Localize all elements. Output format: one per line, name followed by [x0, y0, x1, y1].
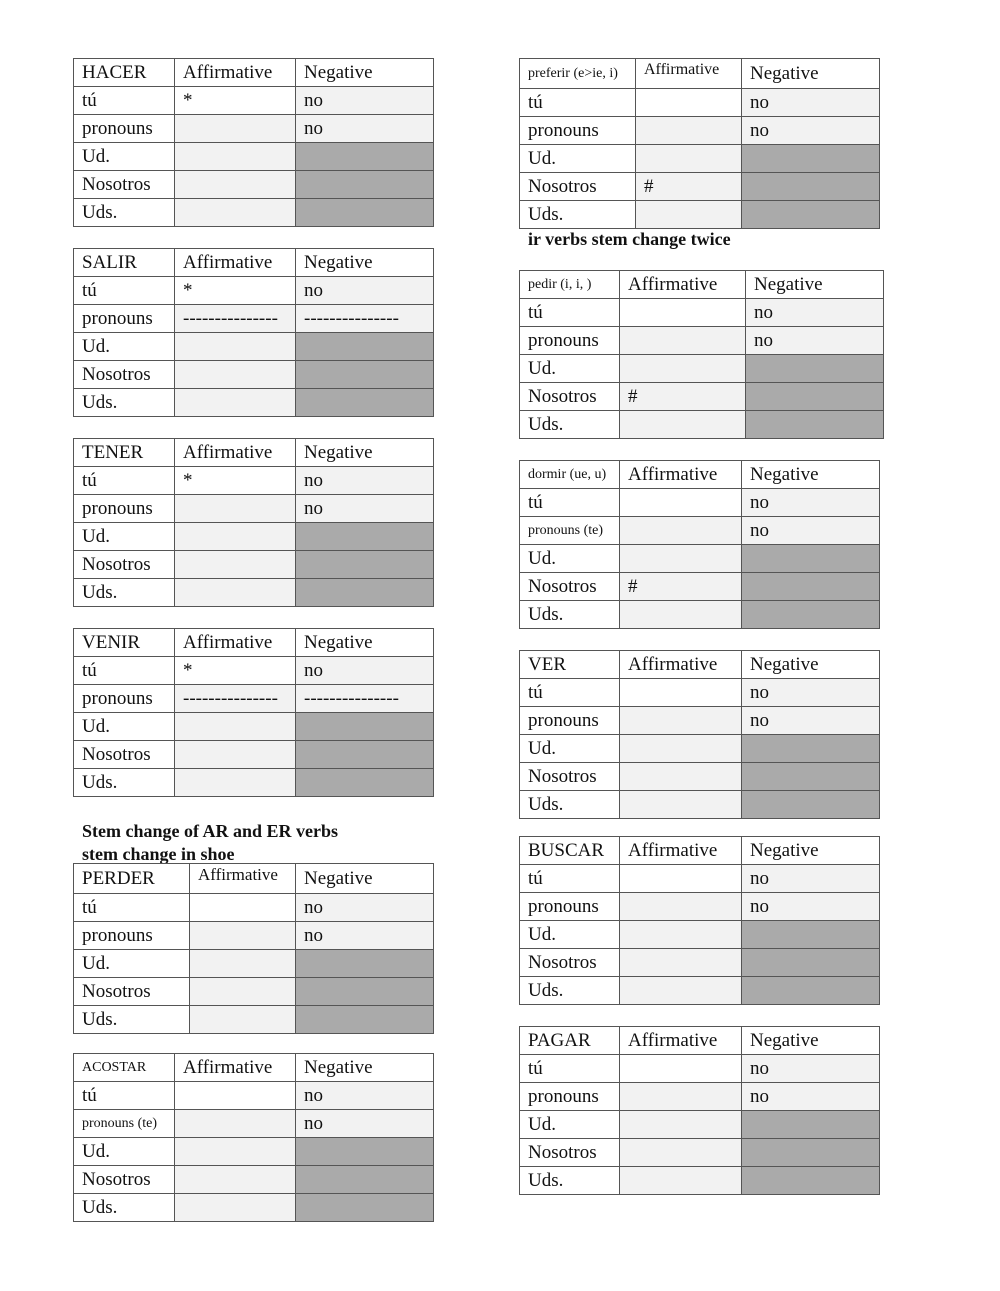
- row-label-uds: Uds.: [520, 601, 620, 629]
- affirmative-cell[interactable]: *: [175, 277, 296, 305]
- table-row: [74, 305, 434, 333]
- negative-cell[interactable]: no: [296, 1082, 434, 1110]
- table-row: [520, 517, 880, 545]
- table-row: [520, 545, 880, 573]
- table-row: [74, 1110, 434, 1138]
- affirmative-cell[interactable]: [175, 1082, 296, 1110]
- row-label-tu: tú: [520, 865, 620, 893]
- table-row: [520, 1111, 880, 1139]
- table-row: [74, 1138, 434, 1166]
- affirmative-cell[interactable]: [175, 495, 296, 523]
- row-label-ud: Ud.: [520, 145, 636, 173]
- negative-cell[interactable]: no: [296, 657, 434, 685]
- row-label-nosotros: Nosotros: [74, 978, 190, 1006]
- row-label-pronouns: pronouns: [520, 893, 620, 921]
- affirmative-header: Affirmative: [620, 271, 746, 299]
- negative-cell[interactable]: no: [296, 922, 434, 950]
- negative-cell: [742, 949, 880, 977]
- negative-cell: [296, 978, 434, 1006]
- table-row: [74, 333, 434, 361]
- affirmative-cell[interactable]: [620, 763, 742, 791]
- affirmative-cell[interactable]: [620, 355, 746, 383]
- negative-header: Negative: [296, 864, 434, 894]
- row-label-pronouns: pronouns: [520, 1083, 620, 1111]
- table-row: [520, 383, 884, 411]
- negative-cell: [742, 735, 880, 763]
- affirmative-cell[interactable]: #: [620, 383, 746, 411]
- affirmative-cell[interactable]: [190, 978, 296, 1006]
- conjugation-table: [519, 1026, 880, 1195]
- negative-cell: [296, 551, 434, 579]
- table-row: [520, 735, 880, 763]
- table-row: [74, 467, 434, 495]
- negative-header: Negative: [296, 439, 434, 467]
- affirmative-header: Affirmative: [620, 651, 742, 679]
- affirmative-cell[interactable]: [620, 1167, 742, 1195]
- affirmative-header: Affirmative: [620, 461, 742, 489]
- affirmative-cell[interactable]: [620, 411, 746, 439]
- row-label-nosotros: Nosotros: [520, 1139, 620, 1167]
- negative-header: Negative: [742, 837, 880, 865]
- negative-cell: [296, 950, 434, 978]
- table-row: [520, 893, 880, 921]
- conjugation-table: [519, 650, 880, 819]
- table-row: [520, 921, 880, 949]
- negative-cell: [746, 411, 884, 439]
- row-label-nosotros: Nosotros: [520, 949, 620, 977]
- row-label-uds: Uds.: [74, 579, 175, 607]
- row-label-tu: tú: [520, 489, 620, 517]
- table-row: [520, 1083, 880, 1111]
- affirmative-header: Affirmative: [636, 59, 742, 89]
- row-label-pronouns: pronouns (te): [520, 517, 620, 545]
- row-label-uds: Uds.: [74, 1194, 175, 1222]
- table-row: [520, 573, 880, 601]
- table-row: [520, 763, 880, 791]
- row-label-tu: tú: [74, 277, 175, 305]
- negative-cell: [296, 713, 434, 741]
- conjugation-table: [519, 270, 884, 439]
- row-label-ud: Ud.: [520, 545, 620, 573]
- negative-cell: [296, 1194, 434, 1222]
- negative-cell[interactable]: no: [296, 495, 434, 523]
- table-row: [520, 327, 884, 355]
- affirmative-cell[interactable]: [175, 769, 296, 797]
- negative-cell[interactable]: no: [742, 707, 880, 735]
- row-label-nosotros: Nosotros: [74, 1166, 175, 1194]
- conjugation-table: [519, 58, 880, 229]
- affirmative-cell[interactable]: [175, 551, 296, 579]
- negative-header: Negative: [746, 271, 884, 299]
- negative-cell: [296, 389, 434, 417]
- negative-header: Negative: [296, 629, 434, 657]
- verb-header: PAGAR: [520, 1027, 620, 1055]
- negative-cell: [742, 173, 880, 201]
- table-row: [520, 707, 880, 735]
- table-row: [74, 87, 434, 115]
- negative-cell[interactable]: no: [742, 679, 880, 707]
- negative-cell: [296, 199, 434, 227]
- affirmative-cell[interactable]: [190, 950, 296, 978]
- heading-ar-er-stem-change: Stem change of AR and ER verbs: [82, 821, 339, 841]
- affirmative-cell[interactable]: *: [175, 467, 296, 495]
- table-row: [74, 713, 434, 741]
- conjugation-table: [519, 836, 880, 1005]
- conjugation-table: [519, 460, 880, 629]
- table-row: [74, 1166, 434, 1194]
- table-row: [520, 601, 880, 629]
- row-label-uds: Uds.: [74, 1006, 190, 1034]
- row-label-tu: tú: [520, 299, 620, 327]
- row-label-tu: tú: [74, 894, 190, 922]
- negative-cell[interactable]: no: [742, 117, 880, 145]
- row-label-pronouns: pronouns: [74, 685, 175, 713]
- affirmative-cell[interactable]: [620, 1055, 742, 1083]
- affirmative-cell[interactable]: [620, 299, 746, 327]
- affirmative-cell[interactable]: [620, 893, 742, 921]
- negative-cell[interactable]: no: [296, 277, 434, 305]
- negative-cell[interactable]: no: [742, 865, 880, 893]
- table-row: [74, 143, 434, 171]
- row-label-nosotros: Nosotros: [74, 171, 175, 199]
- table-row: [520, 201, 880, 229]
- row-label-tu: tú: [74, 657, 175, 685]
- row-label-ud: Ud.: [74, 333, 175, 361]
- row-label-nosotros: Nosotros: [74, 551, 175, 579]
- row-label-pronouns: pronouns (te): [74, 1110, 175, 1138]
- affirmative-cell[interactable]: [175, 143, 296, 171]
- row-label-uds: Uds.: [520, 977, 620, 1005]
- row-label-uds: Uds.: [520, 1167, 620, 1195]
- negative-cell: [296, 579, 434, 607]
- negative-cell: [742, 977, 880, 1005]
- affirmative-header: Affirmative: [620, 837, 742, 865]
- negative-cell: [296, 1166, 434, 1194]
- negative-cell[interactable]: ---------------: [296, 685, 434, 713]
- affirmative-cell[interactable]: [620, 545, 742, 573]
- negative-header: Negative: [742, 59, 880, 89]
- affirmative-cell[interactable]: [175, 1110, 296, 1138]
- affirmative-cell[interactable]: [620, 679, 742, 707]
- row-label-tu: tú: [520, 679, 620, 707]
- table-row: [520, 173, 880, 201]
- row-label-ud: Ud.: [74, 1138, 175, 1166]
- negative-cell: [296, 143, 434, 171]
- affirmative-cell[interactable]: ---------------: [175, 305, 296, 333]
- row-label-tu: tú: [74, 467, 175, 495]
- affirmative-cell[interactable]: [175, 523, 296, 551]
- heading-stem-change-shoe: stem change in shoe: [82, 844, 235, 864]
- affirmative-cell[interactable]: [190, 922, 296, 950]
- verb-header: PERDER: [74, 864, 190, 894]
- affirmative-cell[interactable]: [175, 713, 296, 741]
- table-row: [74, 199, 434, 227]
- heading-ir-stem-change: ir verbs stem change twice: [528, 229, 731, 249]
- negative-cell: [742, 145, 880, 173]
- table-row: [520, 865, 880, 893]
- affirmative-cell[interactable]: [636, 117, 742, 145]
- negative-cell[interactable]: no: [742, 1055, 880, 1083]
- affirmative-cell[interactable]: #: [636, 173, 742, 201]
- affirmative-cell[interactable]: [175, 579, 296, 607]
- negative-cell: [296, 333, 434, 361]
- verb-header: SALIR: [74, 249, 175, 277]
- verb-header: HACER: [74, 59, 175, 87]
- table-row: [520, 1055, 880, 1083]
- negative-cell[interactable]: no: [746, 299, 884, 327]
- table-row: [74, 171, 434, 199]
- table-row: [74, 950, 434, 978]
- row-label-pronouns: pronouns: [520, 707, 620, 735]
- affirmative-header: Affirmative: [175, 59, 296, 87]
- negative-cell[interactable]: ---------------: [296, 305, 434, 333]
- negative-cell[interactable]: no: [296, 1110, 434, 1138]
- table-row: [74, 685, 434, 713]
- affirmative-cell[interactable]: [175, 199, 296, 227]
- affirmative-cell[interactable]: [636, 145, 742, 173]
- affirmative-cell[interactable]: [175, 741, 296, 769]
- row-label-pronouns: pronouns: [74, 305, 175, 333]
- affirmative-cell[interactable]: [636, 201, 742, 229]
- affirmative-cell[interactable]: [620, 601, 742, 629]
- affirmative-cell[interactable]: [175, 115, 296, 143]
- row-label-ud: Ud.: [520, 355, 620, 383]
- negative-cell[interactable]: no: [296, 115, 434, 143]
- affirmative-cell[interactable]: [175, 171, 296, 199]
- verb-header: pedir (i, i, ): [520, 271, 620, 299]
- verb-header: ACOSTAR: [74, 1054, 175, 1082]
- table-row: [74, 741, 434, 769]
- table-row: [520, 411, 884, 439]
- conjugation-table: [73, 1053, 434, 1222]
- negative-header: Negative: [742, 1027, 880, 1055]
- row-label-ud: Ud.: [74, 713, 175, 741]
- affirmative-cell[interactable]: [620, 327, 746, 355]
- verb-header: BUSCAR: [520, 837, 620, 865]
- negative-cell: [742, 601, 880, 629]
- negative-cell[interactable]: no: [742, 517, 880, 545]
- affirmative-cell[interactable]: [620, 791, 742, 819]
- table-row: [74, 495, 434, 523]
- verb-header: VENIR: [74, 629, 175, 657]
- row-label-ud: Ud.: [520, 1111, 620, 1139]
- negative-cell: [296, 769, 434, 797]
- table-row: [74, 277, 434, 305]
- table-row: [520, 299, 884, 327]
- table-row: [74, 1082, 434, 1110]
- affirmative-cell[interactable]: ---------------: [175, 685, 296, 713]
- affirmative-cell[interactable]: [620, 921, 742, 949]
- affirmative-header: Affirmative: [175, 439, 296, 467]
- row-label-ud: Ud.: [520, 921, 620, 949]
- table-row: [74, 978, 434, 1006]
- affirmative-cell[interactable]: *: [175, 657, 296, 685]
- negative-header: Negative: [742, 651, 880, 679]
- table-row: [520, 489, 880, 517]
- table-row: [520, 977, 880, 1005]
- row-label-pronouns: pronouns: [74, 495, 175, 523]
- negative-cell: [742, 921, 880, 949]
- negative-cell: [296, 361, 434, 389]
- row-label-nosotros: Nosotros: [520, 763, 620, 791]
- affirmative-cell[interactable]: [620, 1139, 742, 1167]
- negative-cell: [296, 523, 434, 551]
- negative-cell[interactable]: no: [742, 1083, 880, 1111]
- row-label-tu: tú: [520, 1055, 620, 1083]
- negative-cell: [742, 545, 880, 573]
- negative-cell: [742, 573, 880, 601]
- row-label-nosotros: Nosotros: [520, 383, 620, 411]
- table-row: [520, 89, 880, 117]
- negative-cell: [296, 1138, 434, 1166]
- affirmative-cell[interactable]: [190, 894, 296, 922]
- negative-header: Negative: [296, 59, 434, 87]
- row-label-tu: tú: [520, 89, 636, 117]
- affirmative-cell[interactable]: [620, 977, 742, 1005]
- table-row: [520, 679, 880, 707]
- row-label-nosotros: Nosotros: [74, 741, 175, 769]
- row-label-uds: Uds.: [74, 769, 175, 797]
- row-label-ud: Ud.: [74, 143, 175, 171]
- affirmative-cell[interactable]: [620, 489, 742, 517]
- negative-cell: [296, 741, 434, 769]
- affirmative-cell[interactable]: [620, 735, 742, 763]
- row-label-pronouns: pronouns: [74, 115, 175, 143]
- affirmative-cell[interactable]: [620, 1111, 742, 1139]
- affirmative-cell[interactable]: #: [620, 573, 742, 601]
- affirmative-cell[interactable]: [175, 333, 296, 361]
- row-label-nosotros: Nosotros: [74, 361, 175, 389]
- table-row: [520, 1167, 880, 1195]
- table-row: [74, 922, 434, 950]
- affirmative-cell[interactable]: *: [175, 87, 296, 115]
- negative-cell[interactable]: no: [746, 327, 884, 355]
- affirmative-header: Affirmative: [175, 1054, 296, 1082]
- row-label-uds: Uds.: [74, 199, 175, 227]
- table-row: [74, 551, 434, 579]
- negative-cell: [742, 201, 880, 229]
- negative-cell: [742, 791, 880, 819]
- table-row: [74, 523, 434, 551]
- affirmative-cell[interactable]: [175, 389, 296, 417]
- conjugation-table: [73, 863, 434, 1034]
- negative-header: Negative: [296, 249, 434, 277]
- table-row: [74, 115, 434, 143]
- table-row: [74, 1006, 434, 1034]
- row-label-uds: Uds.: [520, 411, 620, 439]
- negative-header: Negative: [296, 1054, 434, 1082]
- row-label-tu: tú: [74, 1082, 175, 1110]
- negative-cell[interactable]: no: [742, 893, 880, 921]
- affirmative-cell[interactable]: [636, 89, 742, 117]
- affirmative-header: Affirmative: [190, 864, 296, 894]
- conjugation-table: [73, 58, 434, 227]
- conjugation-table: [73, 438, 434, 607]
- row-label-ud: Ud.: [74, 523, 175, 551]
- negative-cell: [742, 1167, 880, 1195]
- table-row: [520, 355, 884, 383]
- affirmative-cell[interactable]: [175, 1138, 296, 1166]
- verb-header: preferir (e>ie, i): [520, 59, 636, 89]
- conjugation-table: [73, 248, 434, 417]
- negative-cell: [742, 1111, 880, 1139]
- row-label-ud: Ud.: [520, 735, 620, 763]
- table-row: [74, 657, 434, 685]
- verb-header: TENER: [74, 439, 175, 467]
- affirmative-cell[interactable]: [620, 949, 742, 977]
- table-row: [74, 1194, 434, 1222]
- table-row: [74, 361, 434, 389]
- table-row: [520, 117, 880, 145]
- row-label-nosotros: Nosotros: [520, 173, 636, 201]
- affirmative-cell[interactable]: [190, 1006, 296, 1034]
- affirmative-cell[interactable]: [175, 361, 296, 389]
- affirmative-header: Affirmative: [175, 629, 296, 657]
- row-label-pronouns: pronouns: [520, 327, 620, 355]
- affirmative-cell[interactable]: [620, 517, 742, 545]
- verb-header: dormir (ue, u): [520, 461, 620, 489]
- affirmative-cell[interactable]: [620, 1083, 742, 1111]
- negative-cell[interactable]: no: [296, 87, 434, 115]
- row-label-tu: tú: [74, 87, 175, 115]
- conjugation-table: [73, 628, 434, 797]
- negative-cell: [296, 171, 434, 199]
- negative-cell: [742, 1139, 880, 1167]
- negative-cell[interactable]: no: [296, 467, 434, 495]
- negative-header: Negative: [742, 461, 880, 489]
- table-row: [74, 894, 434, 922]
- negative-cell: [296, 1006, 434, 1034]
- affirmative-cell[interactable]: [175, 1194, 296, 1222]
- negative-cell: [746, 355, 884, 383]
- row-label-uds: Uds.: [520, 201, 636, 229]
- table-row: [74, 389, 434, 417]
- negative-cell[interactable]: no: [742, 489, 880, 517]
- row-label-ud: Ud.: [74, 950, 190, 978]
- affirmative-cell[interactable]: [175, 1166, 296, 1194]
- table-row: [520, 1139, 880, 1167]
- negative-cell[interactable]: no: [742, 89, 880, 117]
- row-label-pronouns: pronouns: [74, 922, 190, 950]
- table-row: [74, 579, 434, 607]
- negative-cell: [746, 383, 884, 411]
- affirmative-header: Affirmative: [620, 1027, 742, 1055]
- table-row: [74, 769, 434, 797]
- affirmative-cell[interactable]: [620, 865, 742, 893]
- negative-cell[interactable]: no: [296, 894, 434, 922]
- row-label-pronouns: pronouns: [520, 117, 636, 145]
- affirmative-cell[interactable]: [620, 707, 742, 735]
- table-row: [520, 791, 880, 819]
- affirmative-header: Affirmative: [175, 249, 296, 277]
- verb-header: VER: [520, 651, 620, 679]
- table-row: [520, 949, 880, 977]
- negative-cell: [742, 763, 880, 791]
- table-row: [520, 145, 880, 173]
- row-label-nosotros: Nosotros: [520, 573, 620, 601]
- row-label-uds: Uds.: [74, 389, 175, 417]
- row-label-uds: Uds.: [520, 791, 620, 819]
